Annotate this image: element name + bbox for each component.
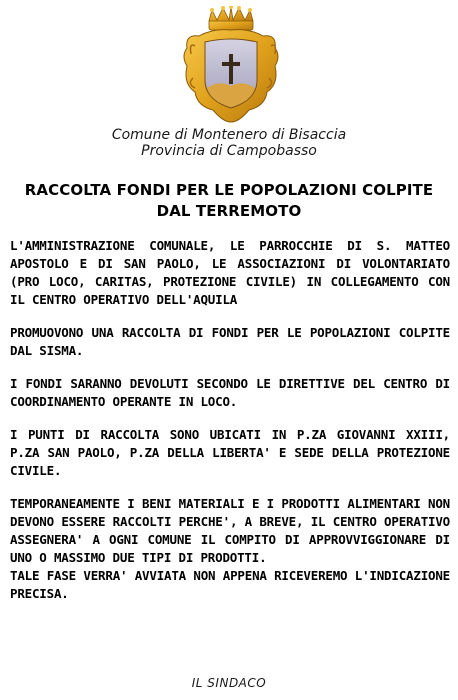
province-name: Provincia di Campobasso: [141, 143, 317, 159]
municipal-crest-icon: [179, 6, 283, 124]
title-line-1: RACCOLTA FONDI PER LE POPOLAZIONI COLPITE: [24, 181, 434, 199]
mayor-signature: IL SINDACO: [191, 676, 267, 690]
crown-icon: [209, 6, 253, 30]
title-line-2: DAL TERREMOTO: [156, 202, 302, 220]
notice-body: [10, 237, 450, 603]
paragraph-fundraising: PROMUOVONO UNA RACCOLTA DI FONDI PER LE POPOLAZIONI COLPITE DAL SISMA.: [10, 325, 450, 358]
municipality-name: Comune di Montenero di Bisaccia: [111, 127, 347, 143]
paragraph-funds-allocation: I FONDI SARANNO DEVOLUTI SECONDO LE DIRETTIVE DEL CENTRO DI COORDINAMENTO OPERANTE IN LOCO.: [10, 376, 450, 409]
paragraph-organizers: L'AMMINISTRAZIONE COMUNALE, LE PARROCCHIE DI S. MATTEO APOSTOLO E DI SAN PAOLO, LE ASSOCIAZIONI DI VOLONTARIATO (PRO LOCO, CARITAS, PROTEZIONE CIVILE) IN COLLEGAMENTO CON IL CENTRO OPERATIVO DELL'AQUILA: [10, 238, 450, 307]
document-title: [16, 180, 442, 222]
paragraph-goods-note: TEMPORANEAMENTE I BENI MATERIALI E I PRODOTTI ALIMENTARI NON DEVONO ESSERE RACCOLTI PERCHE', A BREVE, IL CENTRO OPERATIVO ASSEGNERA' A OGNI COMUNE IL COMPITO DI APPROVVIGGIONARE DI UNO O MASSIMO DUE TIPI DI PRODOTTI.: [10, 496, 450, 565]
paragraph-collection-points: I PUNTI DI RACCOLTA SONO UBICATI IN P.ZA GIOVANNI XXIII, P.ZA SAN PAOLO, P.ZA DELLA LIBERTA' E SEDE DELLA PROTEZIONE CIVILE.: [10, 427, 450, 478]
paragraph-next-phase: TALE FASE VERRA' AVVIATA NON APPENA RICEVEREMO L'INDICAZIONE PRECISA.: [10, 568, 450, 601]
municipality-header: [0, 127, 458, 159]
